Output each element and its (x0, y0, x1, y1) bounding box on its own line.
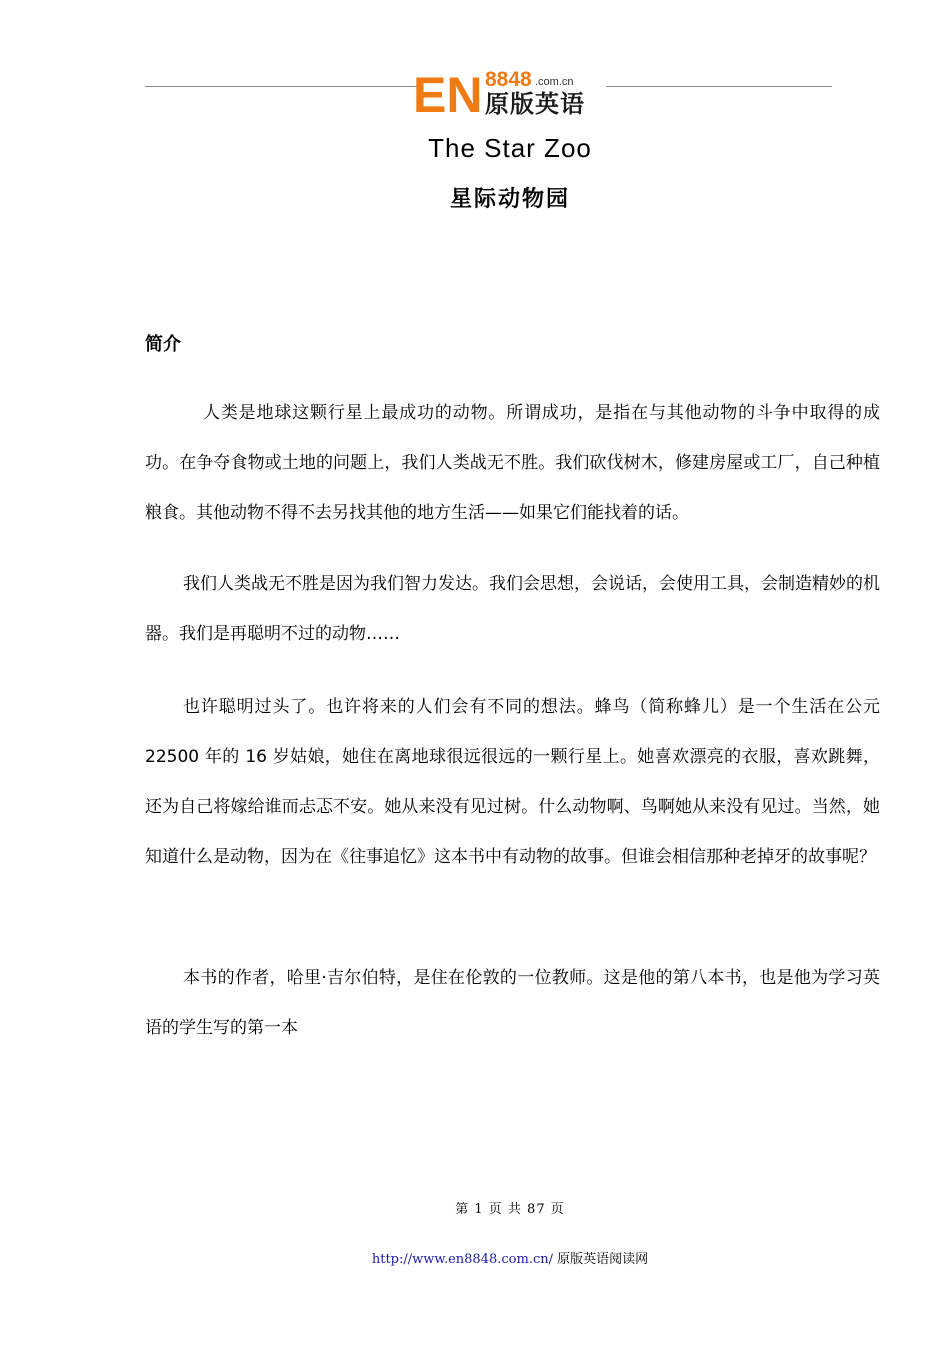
intro-paragraph-2: 我们人类战无不胜是因为我们智力发达。我们会思想，会说话，会使用工具，会制造精妙的机器。我们是再聪明不过的动物…… (145, 574, 880, 644)
logo-tagline: 原版英语 (485, 90, 585, 118)
logo-mark: EN (413, 67, 483, 118)
section-heading: 简介 (145, 334, 181, 355)
intro-paragraph-3: 也许聪明过头了。也许将来的人们会有不同的想法。蜂鸟（简称蜂儿）是一个生活在公元 22500 年的 16 岁姑娘，她住在离地球很远很远的一颗行星上。她喜欢漂亮的衣服，喜欢跳舞，还为自己将嫁给谁而忐忑不安。她从来没有见过树。什么动物啊、鸟啊她从来没有见过。当然，她知道什么是动物，因为在《往事追忆》这本书中有动物的故事。但谁会相信那种老掉牙的故事呢？ (145, 697, 880, 867)
page-number: 第 1 页 共 87 页 (455, 1202, 565, 1217)
header-rule-right (606, 86, 832, 87)
footer-url-link[interactable]: http://www.en8848.com.cn/ (371, 1252, 553, 1267)
intro-paragraph-1: 人类是地球这颗行星上最成功的动物。所谓成功，是指在与其他动物的斗争中取得的成功。在争夺食物或土地的问题上，我们人类战无不胜。我们砍伐树木，修建房屋或工厂，自己种植粮食。其他动物不得不去另找其他的地方生活——如果它们能找着的话。 (145, 403, 880, 523)
intro-paragraph-4: 本书的作者，哈里·吉尔伯特，是住在伦敦的一位教师。这是他的第八本书，也是他为学习英语的学生写的第一本 (145, 968, 880, 1038)
header-rule-left (145, 86, 417, 87)
book-title-chinese: 星际动物园 (449, 187, 570, 212)
footer-site (0, 1248, 950, 1267)
logo-number: 8848 (485, 68, 532, 91)
logo-domain: .com.cn (535, 76, 574, 88)
book-title-english: The Star Zoo (428, 133, 592, 163)
site-logo (413, 66, 605, 118)
footer-site-name: 原版英语阅读网 (557, 1252, 649, 1267)
